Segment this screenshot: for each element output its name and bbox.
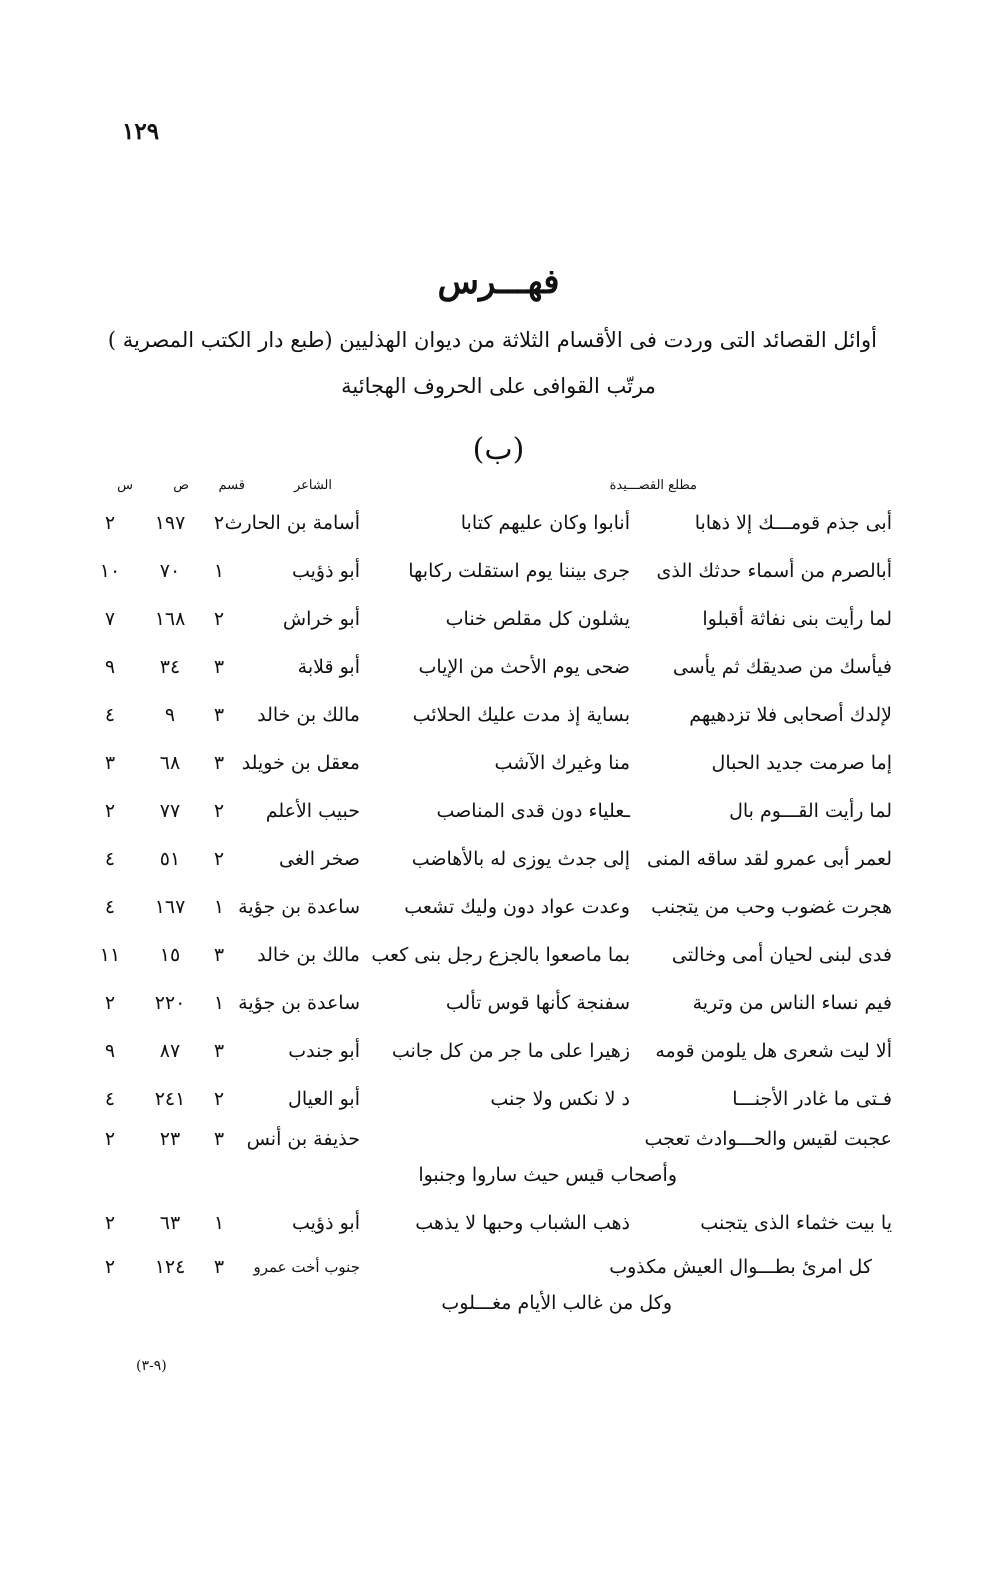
header-qism: قسم	[218, 478, 245, 493]
poet-name: أبو ذؤيب	[291, 560, 360, 582]
qism-number: ١	[213, 896, 225, 918]
qism-number: ٣	[213, 656, 225, 678]
poem-opening-first: فيأسك من صديقك ثم يأسى	[672, 656, 892, 678]
s-count: ٧	[104, 608, 116, 630]
s-count: ١٠	[99, 560, 121, 582]
table-row	[92, 748, 892, 792]
poem-opening-second: سفنجة كأنها قوس تألب	[445, 992, 630, 1014]
poet-name: أبو العيال	[288, 1088, 360, 1110]
qism-number: ٣	[213, 752, 225, 774]
poem-opening-second: ضحى يوم الأحث من الإياب	[418, 656, 630, 678]
subtitle-line-2: مرتّب القوافى على الحروف الهجائية	[341, 374, 656, 398]
qism-number: ٢	[213, 1088, 225, 1110]
header-s: س	[117, 478, 133, 493]
qism-number: ٣	[213, 1128, 225, 1150]
qism-number: ١	[213, 1212, 225, 1234]
poet-name: جنوب أخت عمرو	[253, 1258, 360, 1276]
table-row	[92, 508, 892, 552]
table-row	[92, 892, 892, 936]
page-ref: ٧٠	[159, 560, 181, 582]
poet-name: أبو خراش	[282, 608, 360, 630]
poem-opening-first: أبى جذم قومـــك إلا ذهابا	[694, 512, 892, 534]
s-count: ٢	[104, 1212, 116, 1234]
s-count: ٩	[104, 656, 116, 678]
poem-opening-second: د لا نكس ولا جنب	[490, 1088, 630, 1110]
page-ref: ٧٧	[159, 800, 181, 822]
page-number: ١٢٩	[122, 118, 160, 145]
s-count: ٤	[104, 704, 116, 726]
page-ref: ٦٣	[159, 1212, 181, 1234]
subtitle-line-1: أوائل القصائد التى وردت فى الأقسام الثلاثة من ديوان الهذليين (طبع دار الكتب المصرية )	[107, 328, 877, 352]
table-row	[92, 1124, 892, 1168]
qism-number: ٢	[213, 608, 225, 630]
qism-number: ١	[213, 992, 225, 1014]
poet-name: مالك بن خالد	[257, 944, 360, 966]
table-row	[92, 940, 892, 984]
table-row	[92, 1252, 892, 1296]
s-count: ٣	[104, 752, 116, 774]
poet-name: أبو ذؤيب	[291, 1212, 360, 1234]
poem-opening-first: أبالصرم من أسماء حدثك الذى	[656, 560, 892, 582]
poet-name: حذيفة بن أنس	[246, 1128, 360, 1150]
page-ref: ١٦٨	[154, 608, 186, 630]
page-ref: ٦٨	[159, 752, 181, 774]
page-ref: ٢٤١	[154, 1088, 186, 1110]
poet-name: أبو جندب	[288, 1040, 360, 1062]
footer-signature: (٩-٣)	[136, 1358, 167, 1374]
poem-opening-first: لإلدك أصحابى فلا تزدهيهم	[689, 704, 892, 726]
poem-opening-first: هجرت غضوب وحب من يتجنب	[651, 896, 892, 918]
qism-number: ٢	[213, 848, 225, 870]
poem-continuation: وكل من غالب الأيام مغـــلوب	[441, 1292, 672, 1314]
s-count: ١١	[99, 944, 121, 966]
qism-number: ٢	[213, 512, 225, 534]
page-ref: ٨٧	[159, 1040, 181, 1062]
header-opening: مطلع القصـــيدة	[609, 478, 697, 493]
table-row	[92, 604, 892, 648]
poem-opening-second: بما ماصعوا بالجزع رجل بنى كعب	[371, 944, 630, 966]
qism-number: ١	[213, 560, 225, 582]
poem-opening-first: إما صرمت جديد الحبال	[711, 752, 892, 774]
s-count: ٢	[104, 992, 116, 1014]
qism-number: ٢	[213, 800, 225, 822]
page-title: فهـــرس	[437, 262, 560, 302]
qism-number: ٣	[213, 704, 225, 726]
poet-name: مالك بن خالد	[257, 704, 360, 726]
s-count: ٢	[104, 800, 116, 822]
poem-opening-second: وعدت عواد دون وليك تشعب	[404, 896, 630, 918]
poem-opening-first: فيم نساء الناس من وترية	[692, 992, 892, 1014]
qism-number: ٣	[213, 1040, 225, 1062]
table-row	[92, 700, 892, 744]
poet-name: ساعدة بن جؤية	[238, 896, 360, 918]
page-ref: ١٥	[159, 944, 181, 966]
table-row	[92, 556, 892, 600]
poem-opening-first: عجبت لقيس والحـــوادث تعجب	[644, 1128, 892, 1150]
poem-opening-first: فدى لبنى لحيان أمى وخالتى	[671, 944, 892, 966]
poet-name: ساعدة بن جؤية	[238, 992, 360, 1014]
page-ref: ٣٤	[159, 656, 181, 678]
poem-opening-second: ـعلياء دون قدى المناصب	[436, 800, 630, 822]
poem-opening-first: فـتى ما غادر الأجنـــا	[732, 1088, 892, 1110]
table-row	[92, 652, 892, 696]
poet-name: صخر الغى	[279, 848, 360, 870]
qism-number: ٣	[213, 1256, 225, 1278]
table-row	[92, 844, 892, 888]
header-page: ص	[173, 478, 189, 493]
s-count: ٩	[104, 1040, 116, 1062]
poet-name: معقل بن خويلد	[241, 752, 360, 774]
page-ref: ١٦٧	[154, 896, 186, 918]
s-count: ٢	[104, 1256, 116, 1278]
page-ref: ٢٢٠	[154, 992, 186, 1014]
poem-opening-second: زهيرا على ما جر من كل جانب	[391, 1040, 630, 1062]
page-ref: ٥١	[159, 848, 181, 870]
table-row	[92, 1208, 892, 1252]
poem-opening-first: لما رأيت بنى نفاثة أقبلوا	[702, 608, 892, 630]
table-row	[92, 988, 892, 1032]
s-count: ٤	[104, 896, 116, 918]
page-ref: ١٩٧	[154, 512, 186, 534]
table-row	[92, 1036, 892, 1080]
poem-opening-first: يا بيت خثماء الذى يتجنب	[700, 1212, 892, 1234]
table-row	[92, 1084, 892, 1128]
page-ref: ٩	[164, 704, 176, 726]
poem-opening-second: يشلون كل مقلص خناب	[445, 608, 630, 630]
poem-continuation: وأصحاب قيس حيث ساروا وجنبوا	[418, 1164, 677, 1186]
table-row	[92, 796, 892, 840]
poem-opening-second: إلى جدث يوزى له بالأهاضب	[411, 848, 630, 870]
poem-opening-second: جرى بيننا يوم استقلت ركابها	[408, 560, 630, 582]
s-count: ٢	[104, 512, 116, 534]
poem-opening-first: لما رأيت القـــوم بال	[729, 800, 892, 822]
s-count: ٢	[104, 1128, 116, 1150]
section-letter: (ب)	[472, 432, 525, 467]
poem-opening-first: ألا ليت شعرى هل يلومن قومه	[655, 1040, 892, 1062]
header-poet: الشاعر	[293, 478, 332, 493]
page-ref: ١٢٤	[154, 1256, 186, 1278]
poet-name: حبيب الأعلم	[265, 800, 360, 822]
s-count: ٤	[104, 1088, 116, 1110]
poet-name: أبو قلابة	[297, 656, 360, 678]
qism-number: ٣	[213, 944, 225, 966]
poem-opening-second: بساية إذ مدت عليك الحلائب	[412, 704, 630, 726]
poem-opening-first: كل امرئ بطـــوال العيش مكذوب	[609, 1256, 872, 1278]
poem-opening-second: منا وغيرك الآشب	[494, 752, 630, 774]
page-ref: ٢٣	[159, 1128, 181, 1150]
poet-name: أسامة بن الحارث	[224, 512, 360, 534]
s-count: ٤	[104, 848, 116, 870]
poem-opening-second: أنابوا وكان عليهم كتابا	[460, 512, 630, 534]
poem-opening-second: ذهب الشباب وحبها لا يذهب	[415, 1212, 630, 1234]
poem-opening-first: لعمر أبى عمرو لقد ساقه المنى	[647, 848, 892, 870]
